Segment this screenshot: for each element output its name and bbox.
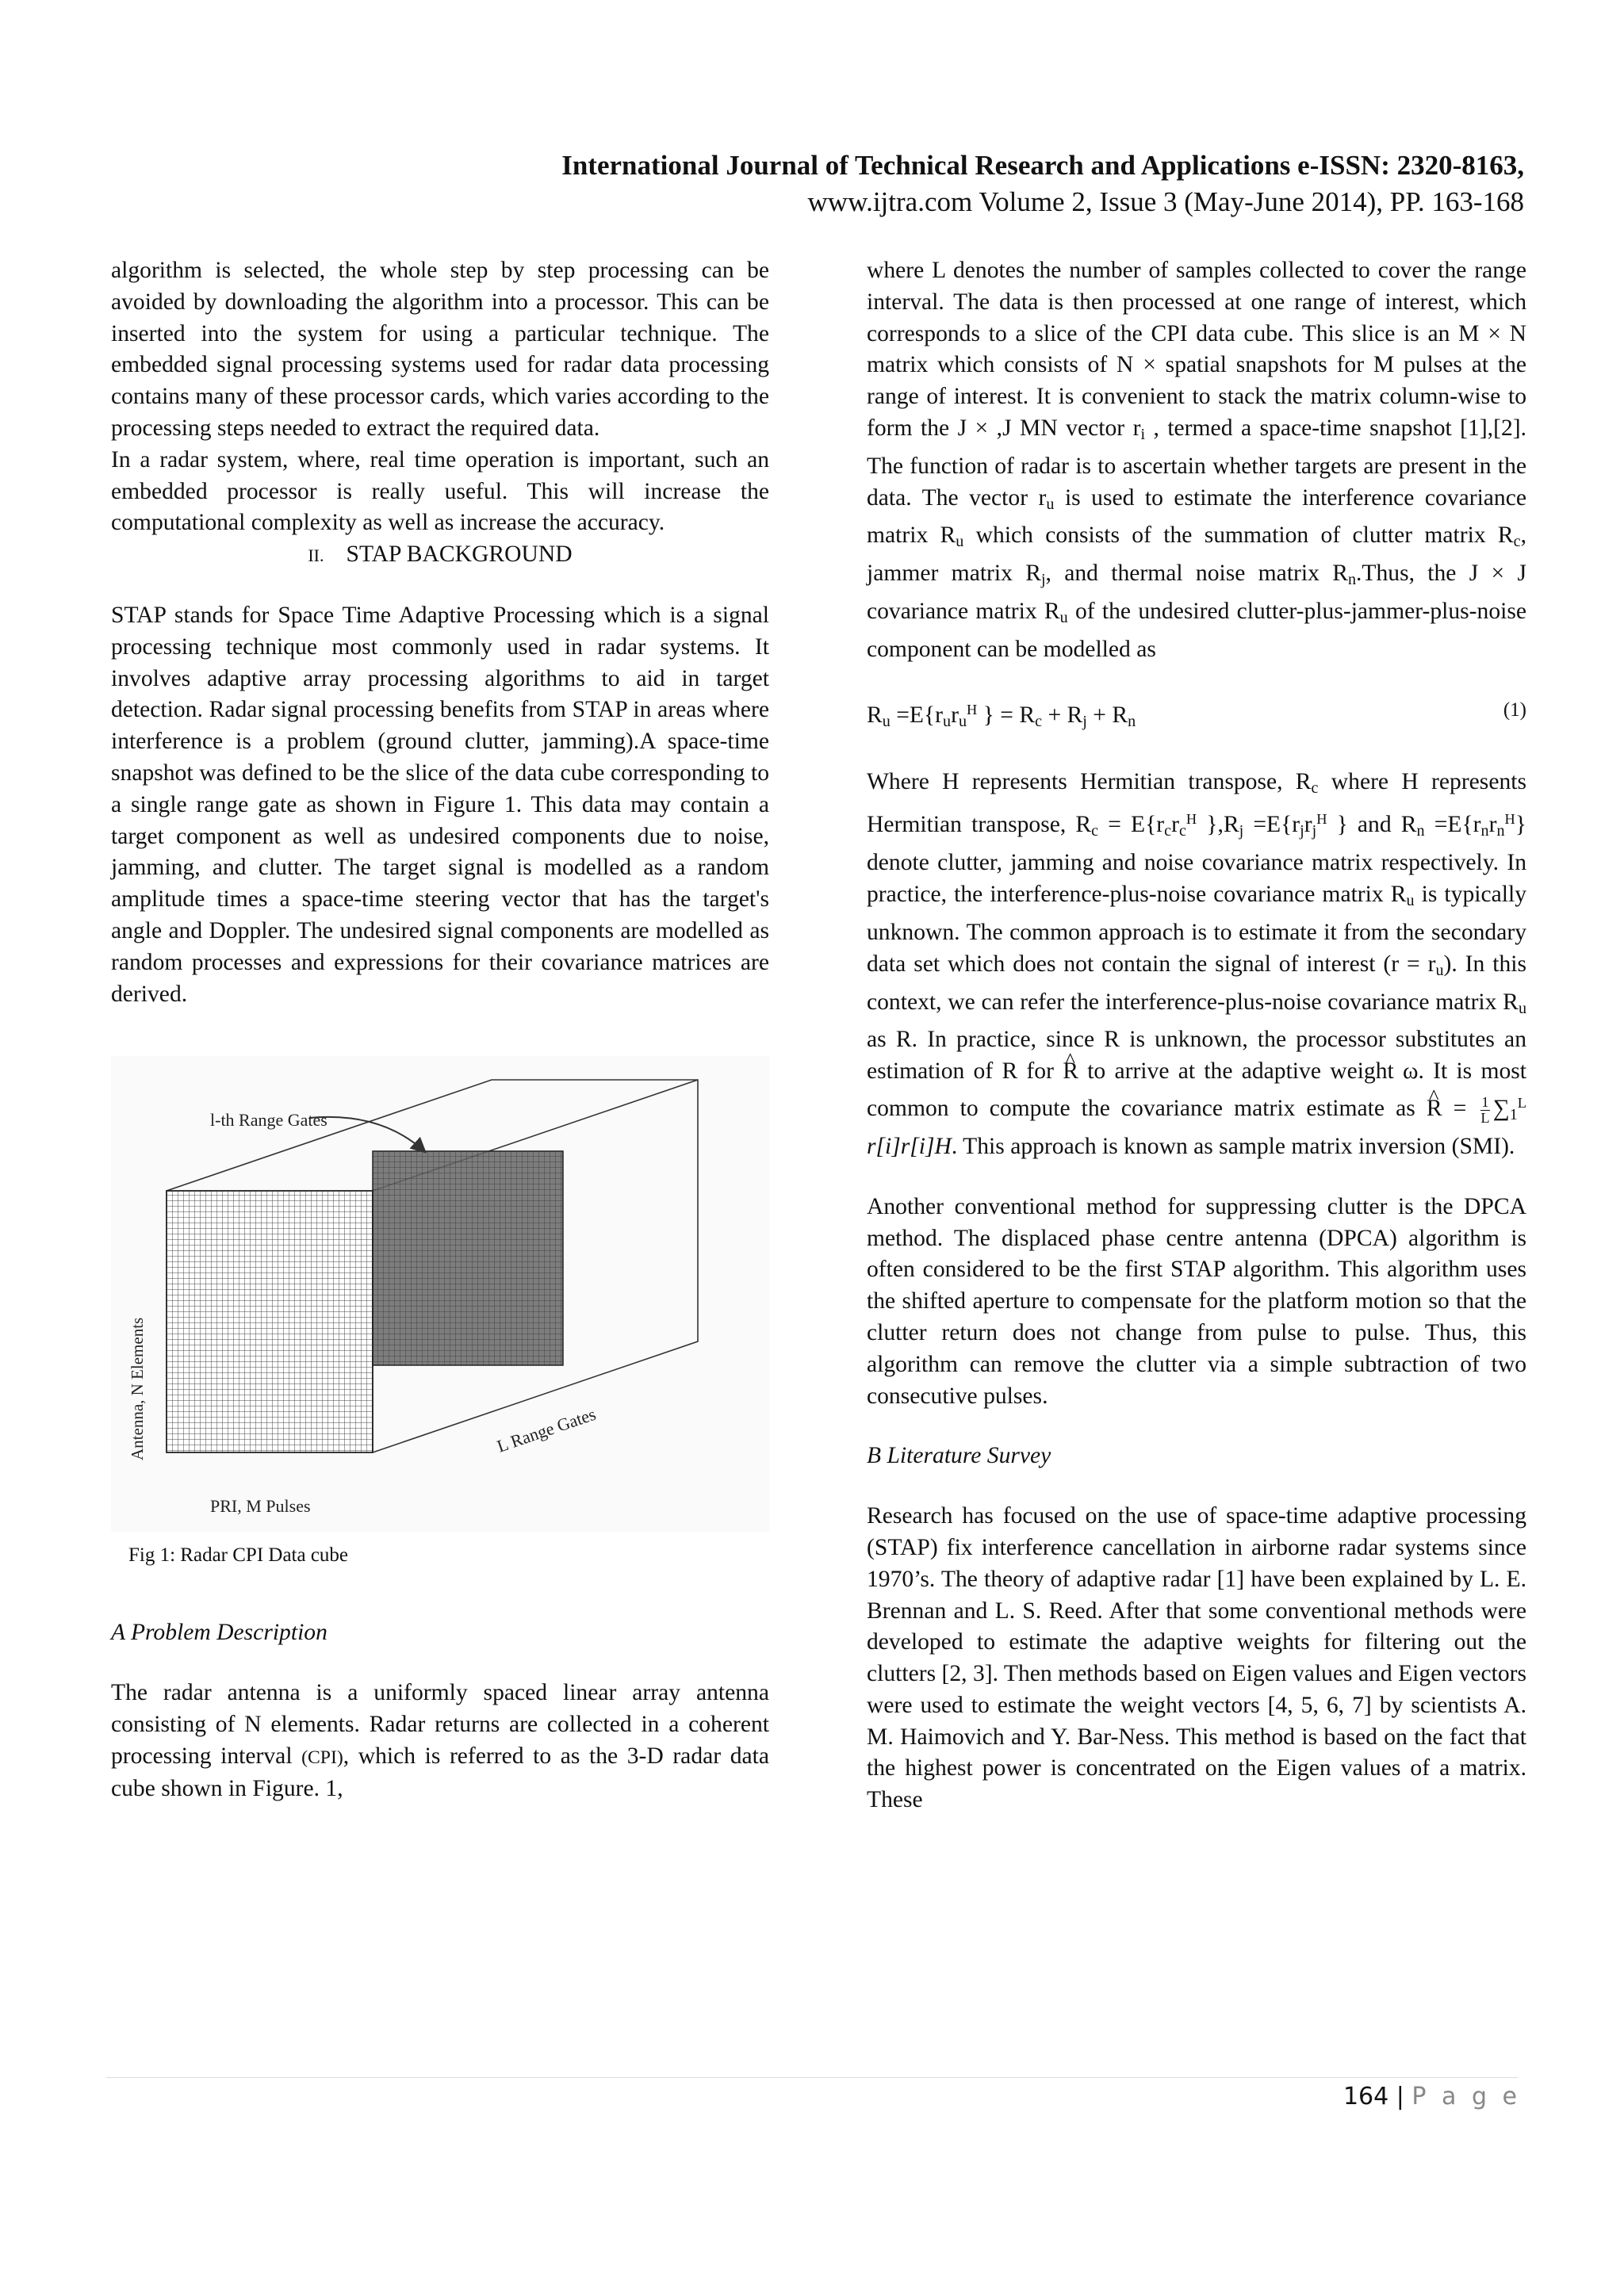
eq-body: =E{r [890,702,944,728]
label-antenna-elements: Antenna, N Elements [128,1318,147,1461]
p1-seg-h: of the undesired clutter-plus-jammer-plus-noise component can be modelled as [867,599,1526,662]
subsection-heading-b: B Literature Survey [867,1443,1051,1469]
p1-seg-d: which consists of the summation of clutter matrix R [963,522,1514,549]
figure-caption: Fig 1: Radar CPI Data cube [128,1544,349,1567]
p2-seg-f: } and R [1327,812,1417,838]
p2-seg-i: is typically unknown. The common approach is to estimate it from the secondary data set which does not contain the signal of interest (r = r [867,882,1526,977]
subsection-heading-a: A Problem Description [111,1620,327,1646]
eq-plus-1: + R [1042,702,1083,728]
right-paragraph-1: where L denotes the number of samples collected to cover the range interval. The data is then processed at one range of interest, which corresponds to a slice of the CPI data cube. This slice is an M × N matrix which consists of N × spatial snapshots for M pulses at the range of interest. It is convenient to stack the matrix column-wise to form the J × ,J MN vector $r_i$ , termed a space-time snapshot [1],[2]. The function of radar is to ascertain whether targets are present in the data. The vector $r_u$ is used to estimate the interference covariance matrix $R_u$ which consists of the summation of clutter matrix $R_c$, jammer matrix $R_j$, and thermal noise matrix $R_n.Thus$, the J × J covariance matrix $R_u$ of the undesired clutter-plus-jammer-plus-noise component can be modelled as [867,258,1527,662]
p2-seg-d: },R [1197,812,1239,838]
page-separator: | [1388,2083,1412,2110]
p1-seg-a: where L denotes the number of samples collected to cover the range interval. The data is then processed at one range of interest, which corresponds to a slice of the CPI data cube. This slice is an M × N matrix which consists of N × spatial snapshots for M pulses at the range of interest. It is convenient to stack the matrix column-wise to form the J × ,J MN vector r [867,258,1526,441]
page-number: 164 [1342,2083,1389,2110]
p4-text-b: , which is referred to as the 3-D radar data cube shown in Figure. 1, [111,1743,769,1802]
page-word: P a g e [1411,2083,1521,2110]
section-heading-stap [111,539,769,572]
p1-seg-c: is used to estimate the interference covariance matrix R [867,484,1527,549]
p1-seg-f: , and thermal noise matrix R [1045,561,1348,587]
header-journal-line [561,147,1524,184]
p2-seg-e: =E{r [1243,812,1300,838]
p2-seg-c: = E{r [1098,812,1165,838]
one-over-l: $\frac{1}{L}$ [1480,1094,1490,1126]
footer-rule [106,2077,1518,2078]
smi-expression: r[i]r[i]H [867,1133,952,1159]
eq-tail: } = R [977,702,1036,728]
p2-seg-b: where H represents Hermitian transpose, R [867,768,1526,838]
journal-name: International Journal of Technical Research and Applications [561,150,1291,181]
r-hat-estimate: ^ R [1427,1093,1442,1125]
p1-seg-b: , termed a space-time snapshot [1],[2]. The function of radar is to ascertain whether targets are present in the data. The vector r [867,415,1526,511]
equation-1-number: (1) [1503,698,1526,721]
section-number: II. [308,545,324,566]
p2-seg-k: as R. In practice, since R is unknown, the processor substitutes an estimation of R for [867,1027,1526,1085]
page-footer [1343,2079,1521,2115]
header-volume-line: www.ijtra.com Volume 2, Issue 3 (May-June 2014), PP. 163-168 [807,186,1524,217]
p2-seg-n: . This approach is known as sample matrix inversion (SMI). [951,1133,1515,1159]
right-paragraph-4: Research has focused on the use of space-time adaptive processing (STAP) fix interference cancellation in airborne radar systems since 1970’s. The theory of adaptive radar [1] have been explained by L. E. Brennan and L. S. Reed. After that some conventional methods were developed to estimate the adaptive weights for filtering out the clutters [2, 3]. Then methods based on Eigen values and Eigen vectors were used to estimate the weight vectors [4, 5, 6, 7] by scientists A. M. Haimovich and Y. Bar-Ness. This method is based on the fact that the highest power is concentrated on the Eigen values of a matrix. These [867,1503,1526,1813]
p1-seg-g: .Thus, the J × J covariance matrix R [867,561,1526,625]
right-paragraph-2: Where H represents Hermitian transpose, $R_c$ where H represents Hermitian transpose, $R_c = E\{r_cr_c^H$ }$,R_j =E\{r_jr_j^H$ } and $R_n =E\{r_nr_n^H\}$ denote clutter, jamming and noise covariance matrix respectively. In practice, the interference-plus-noise covariance matrix $R_u$ is typically unknown. The common approach is to estimate it from the secondary data set which does not contain the signal of interest $(r = r_u)$. In this context, we can refer the interference-plus-noise covariance matrix $R_u$ as R. In practice, since R is unknown, the processor substitutes an estimation of R for ^ R to arrive at the adaptive weight ω. It is most common to compute the covariance matrix estimate as ^ R = $\frac{1}{L}$ $\sum_1^L$ r[i]r[i]H. This approach is known as sample matrix inversion (SMI). [867,767,1526,1163]
eq-lhs: R [867,702,883,728]
equation-1-body: $R_u =E\{r_ur_u^H$ } = $R_c + R_j + R_n$ [867,701,1136,730]
label-l-range-gates: L Range Gates [494,1404,599,1457]
figure-data-cube [111,1056,769,1532]
equation-1 [867,695,1526,738]
p4-cpi: (CPI) [301,1747,343,1768]
right-paragraph-3: Another conventional method for suppressing clutter is the DPCA method. The displaced phase centre antenna (DPCA) algorithm is often considered to be the first STAP algorithm. This algorithm uses the shifted aperture to compensate for the platform motion so that the clutter return does not change from pulse to pulse. Thus, this algorithm can remove the clutter via a simple subtraction of two consecutive pulses. [867,1193,1526,1409]
p4-text-a: The radar antenna is a uniformly spaced linear array antenna consisting of N elements. Radar returns are collected in a coherent processing interval [111,1679,769,1769]
p1-seg-e: , jammer matrix R [867,522,1526,587]
label-lth-range-gates: l-th Range Gates [210,1110,327,1131]
label-pri-pulses: PRI, M Pulses [210,1496,311,1517]
left-paragraph-2: In a radar system, where, real time operation is important, such an embedded processor is really useful. This will increase the computational complexity as well as increase the accuracy. [111,446,769,536]
left-paragraph-3: STAP stands for Space Time Adaptive Processing which is a signal processing technique most commonly used in radar systems. It involves adaptive array processing algorithms to aid in target detection. Radar signal processing benefits from STAP in areas where interference is a problem (ground clutter, jamming).A space-time snapshot was defined to be the slice of the data cube corresponding to a single range gate as shown in Figure 1. This data may contain a target component as well as undesired components due to noise, jamming, and clutter. The target signal is modelled as a random amplitude times a space-time steering vector that has the target's angle and Doppler. The undesired signal components are modelled as random processes and expressions for their covariance matrices are derived. [111,602,769,1007]
section-title: STAP BACKGROUND [346,541,573,568]
left-paragraph-1: algorithm is selected, the whole step by step processing can be avoided by downloading the algorithm into a processor. This can be inserted into the system for using a particular technique. The embedded signal processing systems used for radar data processing contains many of these processor cards, which varies according to the processing steps needed to extract the required data. [111,258,769,441]
left-column [111,255,769,1805]
data-cube-diagram [111,1056,769,1532]
journal-issn: e-ISSN: 2320-8163, [1290,150,1524,181]
left-paragraph-4 [111,1678,769,1805]
eq-plus-2: + R [1086,702,1128,728]
p2-seg-l: to arrive at the adaptive weight ω. It is most common to compute the covariance matrix estimate as [867,1058,1526,1122]
running-header [561,147,1524,220]
r-hat-symbol: ^ R [1063,1056,1078,1088]
right-column [867,255,1526,1816]
p2-seg-a: Where H represents Hermitian transpose, R [867,768,1312,794]
p2-seg-h: } denote clutter, jamming and noise covariance matrix respectively. In practice, the interference-plus-noise covariance matrix R [867,812,1526,908]
p2-seg-g: =E{r [1424,812,1481,838]
p2-seg-j: ). In this context, we can refer the interference-plus-noise covariance matrix R [867,951,1526,1015]
